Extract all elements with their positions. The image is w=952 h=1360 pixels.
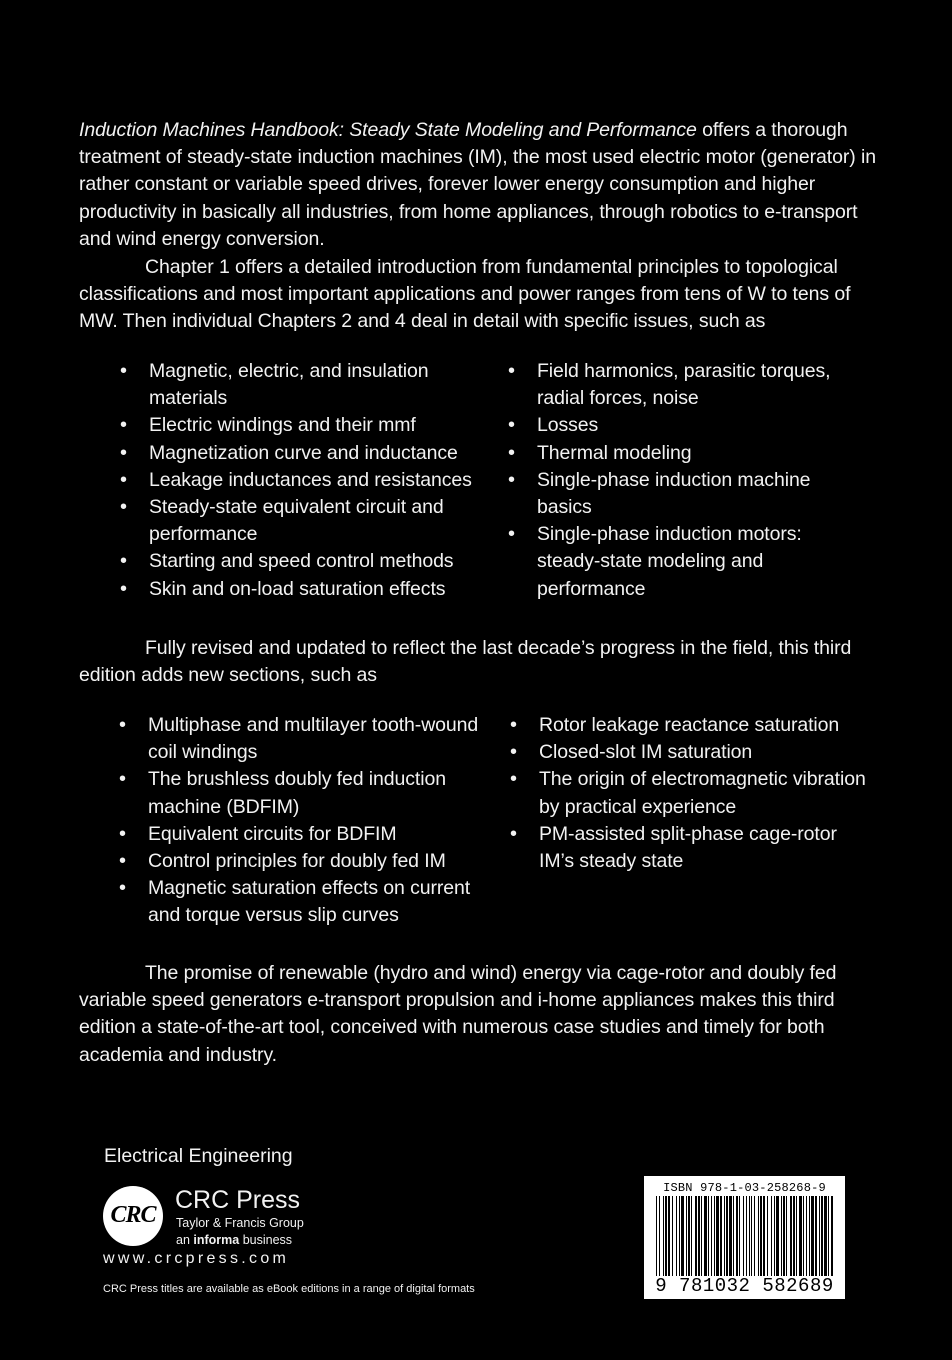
barcode-bar xyxy=(726,1196,728,1276)
barcode-bar xyxy=(695,1196,697,1276)
barcode-icon xyxy=(656,1196,833,1276)
list-item: • Losses xyxy=(508,412,838,439)
intro-paragraph xyxy=(79,117,879,253)
barcode-bar xyxy=(796,1196,797,1276)
barcode-bar xyxy=(758,1196,759,1276)
informa-line: an informa business xyxy=(176,1233,293,1247)
barcode-bar xyxy=(786,1196,787,1276)
book-title: Induction Machines Handbook: Steady State Modeling and Performance xyxy=(79,119,697,141)
list-item: • Magnetic, electric, and insulation materials xyxy=(120,358,480,412)
isbn-digits: 9 781032 582689 xyxy=(655,1275,834,1297)
new-sections-list-left xyxy=(119,712,479,930)
barcode-bar xyxy=(729,1196,732,1276)
crc-logo-text: CRC xyxy=(110,1202,156,1228)
list-item: • Leakage inductances and resistances xyxy=(120,467,480,494)
isbn-label: ISBN 978-1-03-258268-9 xyxy=(663,1181,826,1195)
list-item: • The origin of electromagnetic vibration by practical experience xyxy=(510,766,870,820)
barcode-bar xyxy=(733,1196,734,1276)
promise-text: The promise of renewable (hydro and wind) energy via cage-rotor and doubly fed variable speed generators e-transport propulsion and i-home appliances makes this third edition a state-of-the-art tool, conceived with numerous case studies and timely for both academia and industry. xyxy=(79,962,837,1066)
isbn-barcode xyxy=(644,1176,845,1299)
revised-paragraph xyxy=(79,635,879,689)
barcode-bar xyxy=(824,1196,827,1276)
barcode-bar xyxy=(767,1196,768,1276)
publisher-website: www.crcpress.com xyxy=(103,1250,290,1267)
barcode-bar xyxy=(819,1196,820,1276)
promise-paragraph xyxy=(79,960,879,1069)
barcode-bar xyxy=(821,1196,823,1276)
barcode-bar xyxy=(681,1196,684,1276)
list-item: • Thermal modeling xyxy=(508,440,838,467)
barcode-bar xyxy=(771,1196,772,1276)
list-item: • Starting and speed control methods xyxy=(120,548,480,575)
chapter-text: Chapter 1 offers a detailed introduction from fundamental principles to topological classifications and most important applications and power ranges from tens of W to tens of MW. Then individual Chapters 2 and 4 deal in detail with specific issues, such as xyxy=(79,256,851,333)
list-item: • Rotor leakage reactance saturation xyxy=(510,712,870,739)
barcode-bar xyxy=(704,1196,707,1276)
barcode-bar xyxy=(754,1196,755,1276)
barcode-bar xyxy=(776,1196,779,1276)
list-item: • Magnetization curve and inductance xyxy=(120,440,480,467)
list-item: • Electric windings and their mmf xyxy=(120,412,480,439)
barcode-bar xyxy=(701,1196,702,1276)
barcode-bar xyxy=(716,1196,719,1276)
barcode-bar xyxy=(668,1196,670,1276)
barcode-bar xyxy=(676,1196,677,1276)
barcode-bar xyxy=(828,1196,829,1276)
barcode-bar xyxy=(679,1196,680,1276)
chapter-paragraph xyxy=(79,254,879,336)
list-item: • Skin and on-load saturation effects xyxy=(120,576,480,603)
barcode-bar xyxy=(698,1196,700,1276)
barcode-bar xyxy=(783,1196,785,1276)
barcode-bar xyxy=(760,1196,762,1276)
barcode-bar xyxy=(803,1196,804,1276)
revised-text: Fully revised and updated to reflect the last decade’s progress in the field, this third edition adds new sections, such as xyxy=(79,637,852,687)
list-item: • Closed-slot IM saturation xyxy=(510,739,870,766)
barcode-bar xyxy=(656,1196,657,1276)
barcode-bar xyxy=(708,1196,709,1276)
barcode-bar xyxy=(763,1196,765,1276)
list-item: • Steady-state equivalent circuit and performance xyxy=(120,494,480,548)
list-item: • Multiphase and multilayer tooth-wound coil windings xyxy=(119,712,479,766)
barcode-bar xyxy=(793,1196,795,1276)
barcode-bar xyxy=(691,1196,692,1276)
barcode-bar xyxy=(790,1196,792,1276)
barcode-bar xyxy=(781,1196,782,1276)
barcode-bar xyxy=(736,1196,738,1276)
list-item: • Single-phase induction machine basics xyxy=(508,467,838,521)
barcode-bar xyxy=(663,1196,664,1276)
publisher-name: CRC Press xyxy=(175,1186,301,1214)
list-item: • PM-assisted split-phase cage-rotor IM’s steady state xyxy=(510,821,870,875)
barcode-bar xyxy=(751,1196,752,1276)
barcode-bar xyxy=(739,1196,740,1276)
barcode-bar xyxy=(799,1196,802,1276)
crc-logo-icon xyxy=(103,1186,163,1246)
barcode-bar xyxy=(811,1196,814,1276)
barcode-bar xyxy=(724,1196,725,1276)
barcode-bar xyxy=(665,1196,667,1276)
barcode-bar xyxy=(711,1196,712,1276)
topics-list-right xyxy=(508,358,838,603)
barcode-bar xyxy=(659,1196,660,1276)
barcode-bar xyxy=(688,1196,690,1276)
barcode-bar xyxy=(672,1196,673,1276)
barcode-bar xyxy=(749,1196,750,1276)
intro-text: offers a thorough treatment of steady-state induction machines (IM), the most used electric motor (generator) in rather constant or variable speed drives, forever lower energy consumption and higher productivity in basically all industries, from home appliances, through robotics to e-transport and wind energy conversion. xyxy=(79,119,876,250)
subject-category: Electrical Engineering xyxy=(104,1145,293,1167)
list-item: • Field harmonics, parasitic torques, radial forces, noise xyxy=(508,358,838,412)
barcode-bar xyxy=(720,1196,722,1276)
barcode-bar xyxy=(714,1196,715,1276)
barcode-bar xyxy=(774,1196,775,1276)
publisher-group: Taylor & Francis Group xyxy=(176,1216,304,1230)
barcode-bar xyxy=(686,1196,687,1276)
list-item: • The brushless doubly fed induction machine (BDFIM) xyxy=(119,766,479,820)
barcode-bar xyxy=(831,1196,833,1276)
barcode-bar xyxy=(746,1196,747,1276)
list-item: • Single-phase induction motors: steady-state modeling and performance xyxy=(508,521,838,603)
barcode-bar xyxy=(815,1196,817,1276)
barcode-bar xyxy=(809,1196,810,1276)
barcode-bar xyxy=(743,1196,744,1276)
list-item: • Control principles for doubly fed IM xyxy=(119,848,479,875)
list-item: • Magnetic saturation effects on current and torque versus slip curves xyxy=(119,875,479,929)
barcode-bar xyxy=(806,1196,807,1276)
new-sections-list-right xyxy=(510,712,870,875)
topics-list-left xyxy=(120,358,480,603)
list-item: • Equivalent circuits for BDFIM xyxy=(119,821,479,848)
ebook-note: CRC Press titles are available as eBook editions in a range of digital formats xyxy=(103,1283,475,1295)
